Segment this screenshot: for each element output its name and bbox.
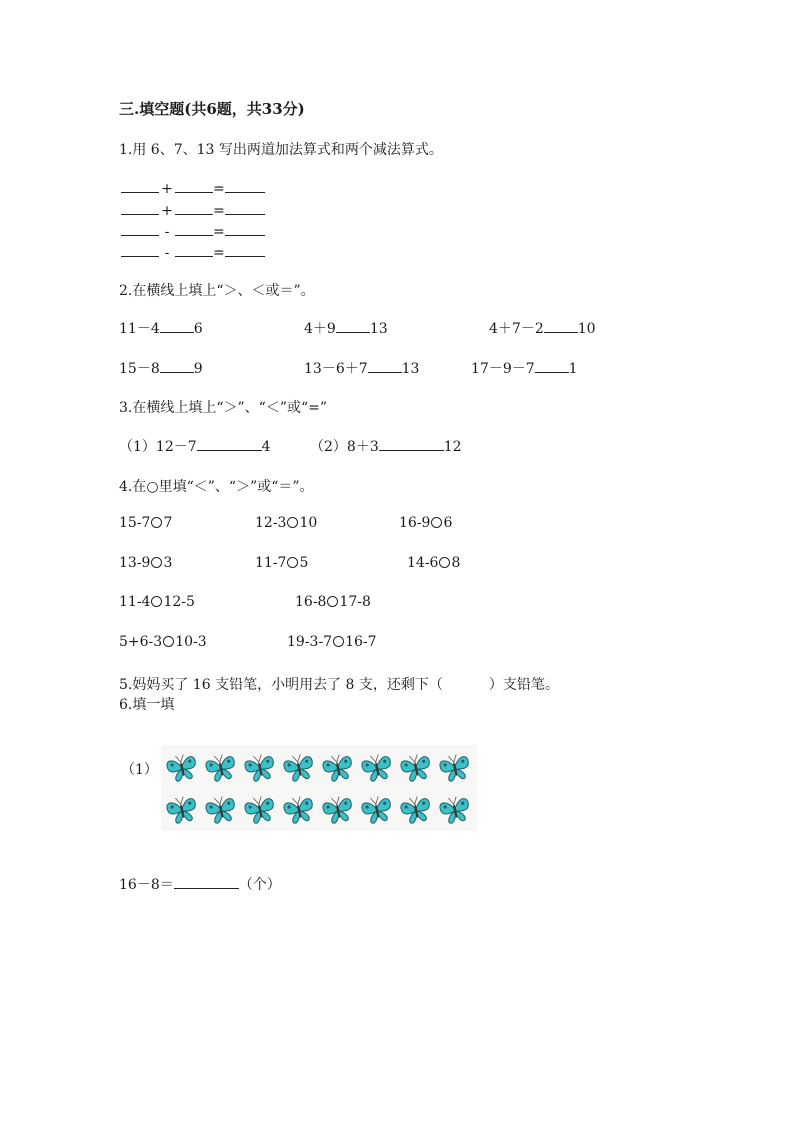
answer-blank[interactable]: [175, 200, 213, 215]
q1-row-4: - =: [121, 242, 265, 261]
compare-circle[interactable]: [439, 557, 450, 568]
answer-blank[interactable]: [175, 242, 213, 257]
answer-blank[interactable]: [379, 436, 444, 451]
answer-blank[interactable]: [121, 178, 159, 193]
q4-item-8: 16-8 17-8: [295, 594, 371, 610]
q4-item-1: 15-7 7: [119, 515, 173, 531]
butterfly-icon: [243, 751, 277, 785]
answer-blank[interactable]: [160, 318, 194, 333]
q4-item-6: 14-6 8: [407, 555, 461, 571]
q3-item-1: （1）12－7 4: [119, 436, 271, 456]
answer-blank[interactable]: [174, 874, 239, 889]
q1-row-3: - =: [121, 221, 265, 240]
answer-blank[interactable]: [225, 178, 265, 193]
q4-item-2: 12-3 10: [255, 515, 318, 531]
q2-item-4: 15－8 9: [119, 358, 203, 378]
compare-circle[interactable]: [151, 517, 162, 528]
section-title: 三.填空题(共6题，共33分): [119, 100, 305, 118]
butterfly-icon: [438, 793, 472, 827]
butterfly-icon: [204, 751, 238, 785]
compare-circle[interactable]: [333, 636, 344, 647]
q4-prompt: 4.在○里填“＜”、“＞”或“＝”。: [119, 479, 314, 495]
q6-label: （1）: [121, 762, 158, 778]
butterfly-icon: [360, 751, 394, 785]
q3-prompt: 3.在横线上填上“＞”、“＜”或“=”: [119, 400, 328, 416]
butterfly-icon: [243, 793, 277, 827]
q2-item-2: 4＋9 13: [304, 318, 388, 338]
answer-blank[interactable]: [225, 242, 265, 257]
answer-blank[interactable]: [175, 221, 213, 236]
q1-prompt: 1.用 6、7、13 写出两道加法算式和两个减法算式。: [119, 142, 443, 158]
q1-row-2: + =: [121, 200, 265, 219]
butterfly-picture: [161, 745, 477, 831]
q4-item-4: 13-9 3: [119, 555, 173, 571]
answer-blank[interactable]: [535, 358, 569, 373]
answer-blank[interactable]: [336, 318, 370, 333]
q2-prompt: 2.在横线上填上“＞、＜或＝”。: [119, 283, 315, 299]
q4-item-3: 16-9 6: [399, 515, 453, 531]
butterfly-icon: [204, 793, 238, 827]
butterfly-icon: [438, 751, 472, 785]
compare-circle[interactable]: [163, 636, 174, 647]
compare-circle[interactable]: [287, 557, 298, 568]
butterfly-icon: [282, 793, 316, 827]
answer-blank[interactable]: [160, 358, 194, 373]
answer-blank[interactable]: [368, 358, 402, 373]
q4-item-7: 11-4 12-5: [119, 594, 195, 610]
butterfly-icon: [165, 751, 199, 785]
answer-blank[interactable]: [121, 221, 159, 236]
q2-item-5: 13－6＋7 13: [304, 358, 419, 378]
compare-circle[interactable]: [431, 517, 442, 528]
q6-equation: 16－8＝ （个）: [119, 874, 281, 894]
answer-blank[interactable]: [225, 221, 265, 236]
compare-circle[interactable]: [327, 596, 338, 607]
q2-item-6: 17－9－7 1: [471, 358, 578, 378]
q4-item-10: 19-3-7 16-7: [287, 634, 377, 650]
butterfly-icon: [360, 793, 394, 827]
q3-item-2: （2）8＋3 12: [310, 436, 462, 456]
answer-blank[interactable]: [197, 436, 262, 451]
compare-circle[interactable]: [151, 557, 162, 568]
answer-blank[interactable]: [121, 242, 159, 257]
q2-item-1: 11－4 6: [119, 318, 203, 338]
q2-item-3: 4＋7－2 10: [489, 318, 596, 338]
q1-row-1: + =: [121, 178, 265, 197]
butterfly-icon: [321, 751, 355, 785]
compare-circle[interactable]: [151, 596, 162, 607]
answer-blank[interactable]: [121, 200, 159, 215]
answer-blank[interactable]: [544, 318, 578, 333]
q4-item-5: 11-7 5: [255, 555, 309, 571]
butterfly-icon: [282, 751, 316, 785]
butterfly-icon: [399, 751, 433, 785]
q4-item-9: 5+6-3 10-3: [119, 634, 207, 650]
answer-blank[interactable]: [175, 178, 213, 193]
answer-blank[interactable]: [225, 200, 265, 215]
compare-circle[interactable]: [287, 517, 298, 528]
q5-text: 5.妈妈买了 16 支铅笔，小明用去了 8 支，还剩下（ ）支铅笔。: [119, 677, 559, 693]
butterfly-icon: [165, 793, 199, 827]
q6-prompt: 6.填一填: [119, 697, 175, 713]
butterfly-icon: [399, 793, 433, 827]
butterfly-icon: [321, 793, 355, 827]
